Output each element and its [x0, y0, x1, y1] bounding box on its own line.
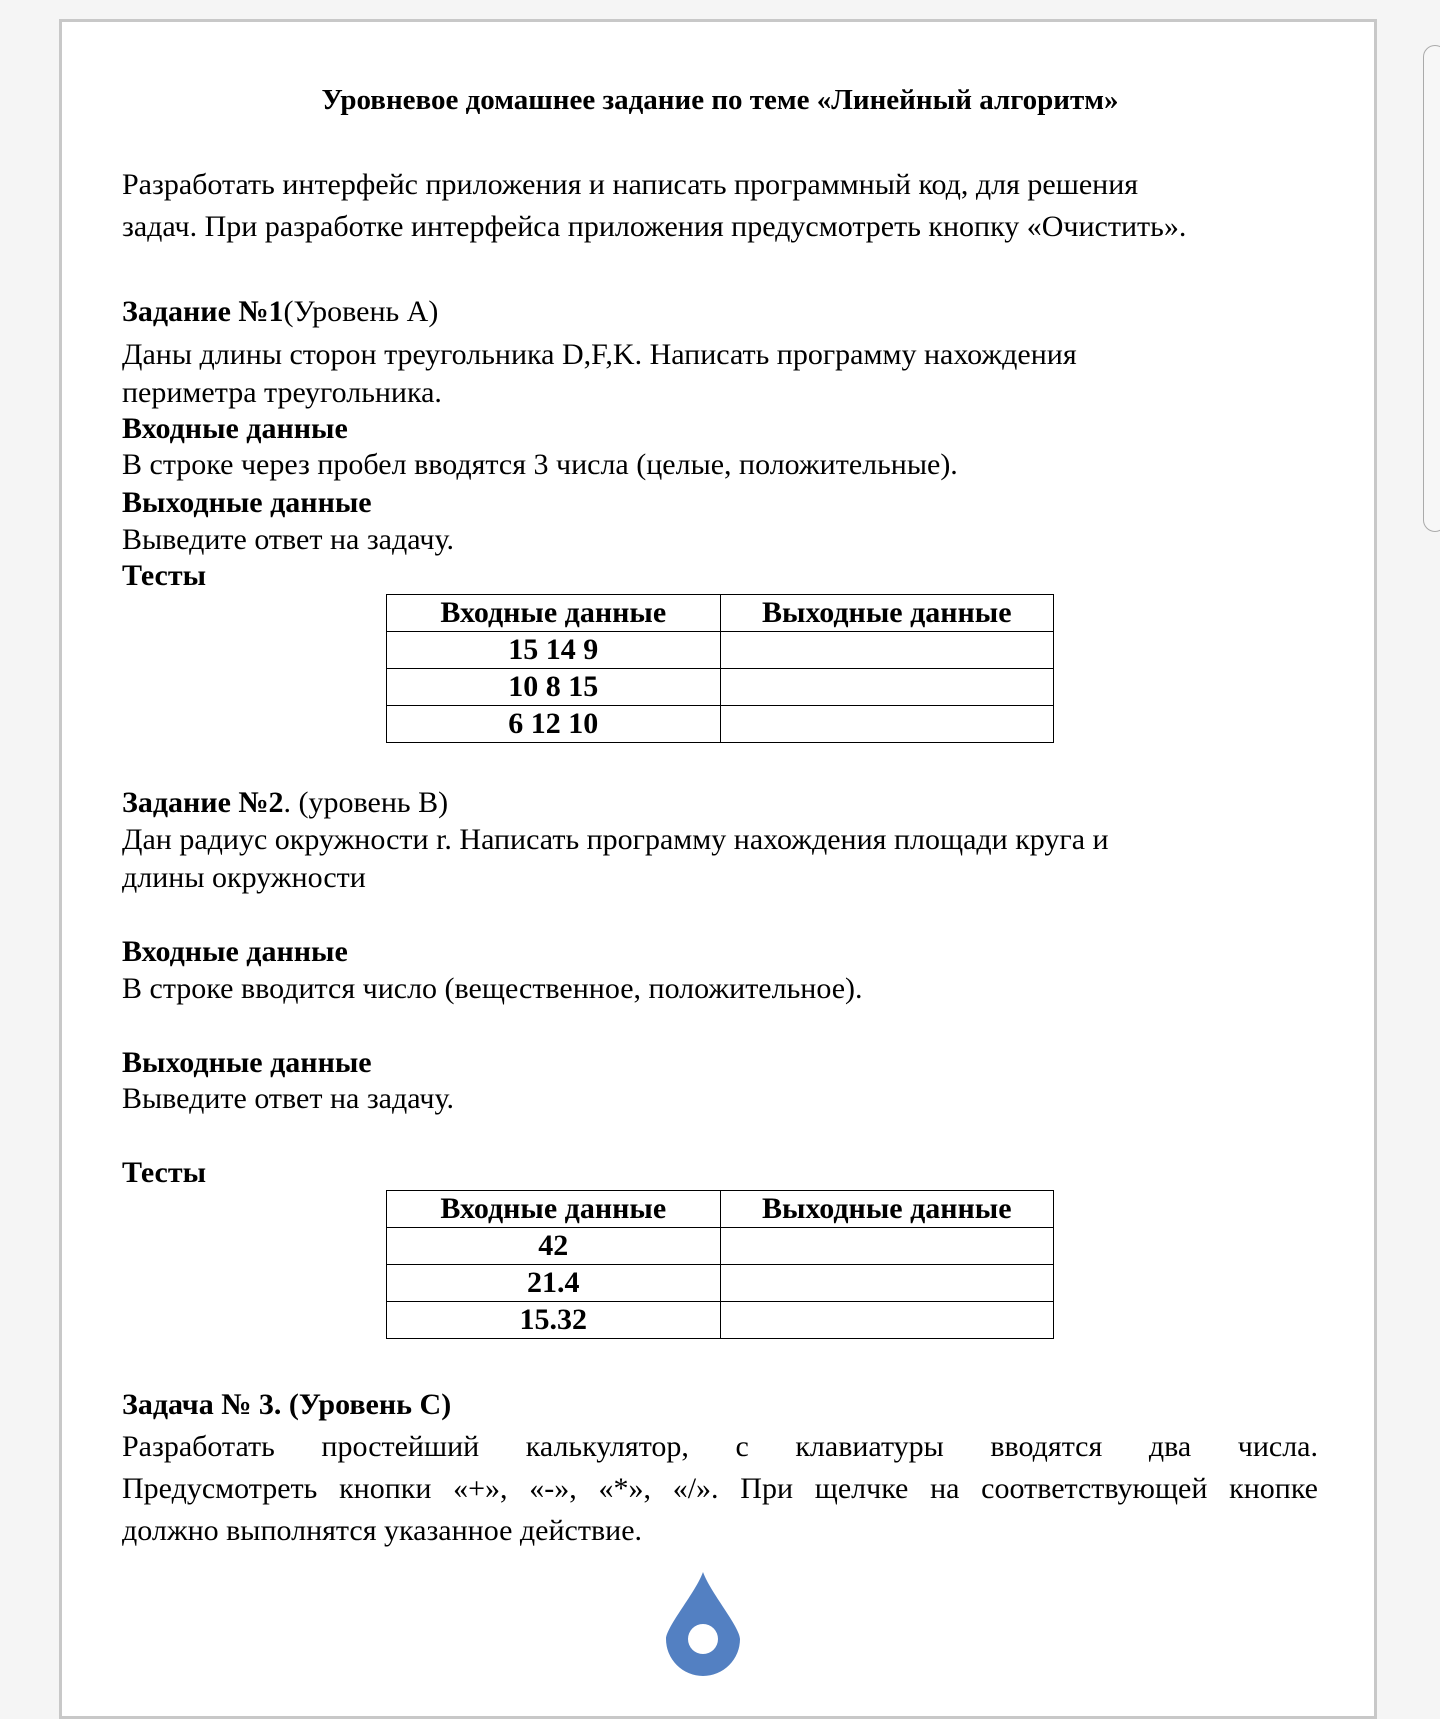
task2-tests-table — [386, 1190, 1054, 1339]
input-cell: 21.4 — [387, 1265, 721, 1302]
task2-heading — [122, 782, 1318, 824]
task1-heading-level: (Уровень А) — [283, 295, 439, 328]
water-drop-icon[interactable] — [666, 1572, 740, 1681]
table-row — [387, 1265, 1054, 1302]
task1-heading — [122, 291, 1318, 333]
document-title: Уровневое домашнее задание по теме «Линейный алгоритм» — [321, 84, 1119, 116]
task1-text: периметра треугольника. — [122, 376, 442, 409]
task1-output-label: Выходные данные — [122, 486, 372, 519]
input-cell: 15 14 9 — [387, 632, 721, 669]
table-row — [387, 1302, 1054, 1339]
task2-output-label: Выходные данные — [122, 1046, 372, 1079]
input-cell: 10 8 15 — [387, 669, 721, 706]
task3-text: Предусмотреть кнопки «+», «-», «*», «/». При щелчке на соответствующей кнопке — [122, 1472, 1318, 1505]
input-cell: 6 12 10 — [387, 706, 721, 743]
table-row — [387, 669, 1054, 706]
output-cell — [720, 1265, 1054, 1302]
output-cell — [720, 669, 1054, 706]
input-cell: 42 — [387, 1228, 721, 1265]
intro-line: задач. При разработке интерфейса приложения предусмотреть кнопку «Очистить». — [122, 210, 1187, 243]
header-cell: Входные данные — [387, 595, 721, 632]
task2-heading-bold: Задание №2 — [122, 786, 284, 819]
table-header-row — [387, 1191, 1054, 1228]
output-cell — [720, 706, 1054, 743]
task2-text: Дан радиус окружности r. Написать программу нахождения площади круга и — [122, 823, 1109, 856]
task2-output-text: Выведите ответ на задачу. — [122, 1082, 454, 1115]
task1-heading-bold: Задание №1 — [122, 295, 284, 328]
task1-tests-table — [386, 594, 1054, 743]
task3-heading: Задача № 3. (Уровень С) — [122, 1388, 452, 1421]
header-cell: Выходные данные — [720, 1191, 1054, 1228]
task3-text: Разработать простейший калькулятор, с клавиатуры вводятся два числа. — [122, 1430, 1318, 1463]
task1-output-text: Выведите ответ на задачу. — [122, 523, 454, 556]
task2-input-text: В строке вводится число (вещественное, положительное). — [122, 972, 863, 1005]
task2-tests-label: Тесты — [122, 1156, 207, 1189]
task1-input-label: Входные данные — [122, 412, 348, 445]
table-header-row — [387, 595, 1054, 632]
table-row — [387, 632, 1054, 669]
header-cell: Входные данные — [387, 1191, 721, 1228]
output-cell — [720, 1228, 1054, 1265]
task1-tests-label: Тесты — [122, 559, 207, 592]
task2-input-label: Входные данные — [122, 935, 348, 968]
task3-text: должно выполнятся указанное действие. — [122, 1514, 643, 1547]
output-cell — [720, 1302, 1054, 1339]
table-row — [387, 1228, 1054, 1265]
task1-input-text: В строке через пробел вводятся 3 числа (целые, положительные). — [122, 448, 958, 481]
table-row — [387, 706, 1054, 743]
input-cell: 15.32 — [387, 1302, 721, 1339]
task2-heading-level: . (уровень В) — [283, 786, 449, 819]
header-cell: Выходные данные — [720, 595, 1054, 632]
intro-line: Разработать интерфейс приложения и написать программный код, для решения — [122, 168, 1139, 201]
output-cell — [720, 632, 1054, 669]
task2-text: длины окружности — [122, 861, 366, 894]
task1-text: Даны длины сторон треугольника D,F,K. Написать программу нахождения — [122, 338, 1077, 371]
